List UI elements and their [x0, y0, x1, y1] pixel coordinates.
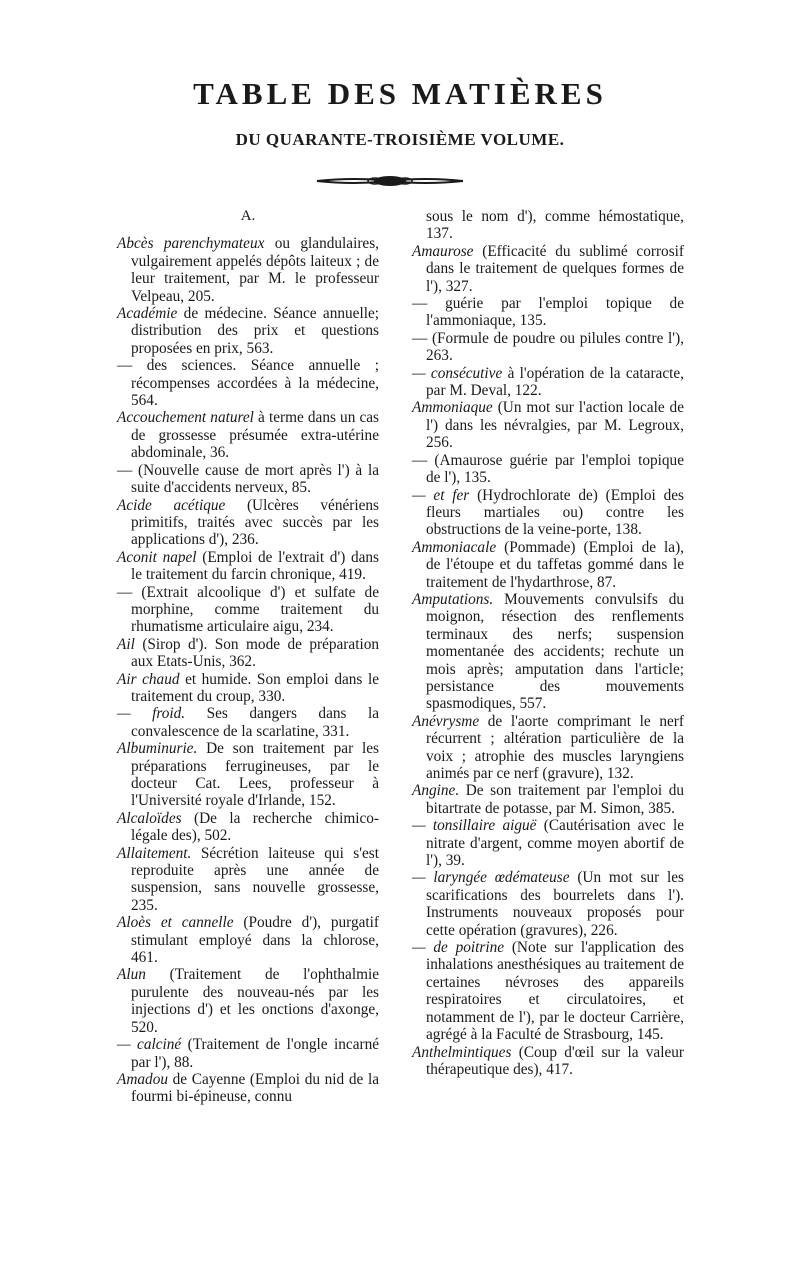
index-entry [117, 549, 379, 584]
index-entry [412, 1044, 684, 1079]
section-letter: A. [240, 208, 256, 224]
right-column [412, 208, 684, 1078]
index-entry [412, 591, 684, 713]
entry-text: — (Extrait alcoolique d') et sulfate de morphine, comme traitement du rhumatisme articulaire aigu, 234. [117, 583, 379, 636]
entry-text: de l'aorte comprimant le nerf récurrent ; altération particulière de la voix ; atrophie des muscles laryngiens animés par ce nerf (gravure), 132. [426, 712, 684, 782]
entry-heading: — tonsillaire aiguë [412, 817, 537, 835]
entry-text: (Pommade) (Emploi de la), de l'étoupe et du taffetas gommé dans le traitement de l'hydarthrose, 87. [426, 538, 684, 591]
index-entry [117, 497, 379, 549]
entry-text: (Un mot sur les scarifications des bourrelets dans l'). Instruments nouveaux proposés pour cette opération (gravures), 226. [426, 869, 684, 939]
entry-text: De son traitement par les préparations ferrugineuses, par le docteur Cat. Lees, professeur à l'Université royale d'Irlande, 152. [131, 740, 379, 810]
entry-text: ou glandulaires, vulgairement appelés dépôts laiteux ; de leur traitement, par M. le professeur Velpeau, 205. [131, 235, 379, 305]
entry-heading: Amputations. [412, 590, 494, 608]
entry-text: (Coup d'œil sur la valeur thérapeutique des), 417. [426, 1043, 685, 1078]
entry-text: (Note sur l'application des inhalations anesthésiques au traitement de certaines névroses des appareils respiratoires et circulatoires, et notamment de l'), par le docteur Carrière, agrégé à la Faculté de Strasbourg, 145. [426, 939, 685, 1044]
entry-text: (Cautérisation avec le nitrate d'argent, comme moyen abortif de l'), 39. [426, 817, 684, 870]
index-entry [412, 243, 684, 295]
ornament-divider [315, 174, 465, 188]
entry-text: (Efficacité du sublimé corrosif dans le traitement de quelques formes de l'), 327. [426, 242, 684, 295]
index-entry [412, 539, 684, 591]
index-entry [117, 584, 379, 636]
index-entry [117, 914, 379, 966]
entry-heading: — et fer [412, 486, 470, 504]
entry-text: — (Formule de poudre ou pilules contre l'), 263. [412, 329, 684, 365]
index-entry [117, 1071, 379, 1106]
entry-heading: Alun [117, 966, 146, 984]
entry-heading: Aconit napel [117, 548, 197, 566]
index-entry [117, 636, 379, 671]
entry-text: Mouvements convulsifs du moignon, résection des renflements terminaux des nerfs; suspension momentanée des accidents; rechute un mois après; amputation dans l'article; persistance des mouvements spasmodiques, 557. [426, 590, 684, 713]
entry-heading: Ammoniaque [412, 399, 493, 417]
index-entry [117, 705, 379, 740]
index-entry [117, 305, 379, 357]
entry-heading: Amadou [117, 1070, 168, 1088]
index-entry [412, 365, 684, 400]
entry-heading: Abcès parenchymateux [117, 235, 265, 253]
entry-text: — (Nouvelle cause de mort après l') à la suite d'accidents nerveux, 85. [117, 461, 379, 497]
entry-continuation: sous le nom d'), comme hémostatique, 137. [426, 208, 684, 243]
entry-text: à terme dans un cas de grossesse présumée extra-utérine abdominale, 36. [131, 409, 379, 462]
index-entry [117, 810, 379, 845]
entry-text: — guérie par l'emploi topique de l'ammoniaque, 135. [412, 295, 684, 330]
entry-text: (Emploi de l'extrait d') dans le traitement du farcin chronique, 419. [131, 548, 379, 584]
entry-text: de médecine. Séance annuelle; distribution des prix et questions proposées en prix, 563. [131, 305, 379, 357]
entry-text: et humide. Son emploi dans le traitement du croup, 330. [131, 670, 379, 705]
index-entry [117, 235, 379, 305]
index-entry [412, 817, 684, 869]
entry-text: (Ulcères vénériens primitifs, traités avec succès par les applications d'), 236. [131, 496, 379, 549]
entry-heading: Anthelmintiques [412, 1043, 512, 1061]
entry-heading: — laryngée œdémateuse [412, 869, 570, 887]
index-entry [412, 295, 684, 330]
entry-heading: Albuminurie. [117, 740, 198, 758]
entry-text: De son traitement par l'emploi du bitartrate de potasse, par M. Simon, 385. [426, 782, 684, 817]
index-entry [117, 1036, 379, 1071]
entry-heading: Allaitement. [117, 844, 192, 862]
index-entry [412, 399, 684, 451]
entry-heading: Acide acétique [117, 496, 226, 514]
index-entry [117, 357, 379, 409]
index-entry [117, 740, 379, 810]
index-entry [412, 782, 684, 817]
entry-heading: Ammoniacale [412, 538, 497, 556]
index-entry [412, 713, 684, 783]
index-entry [117, 845, 379, 915]
entry-text: de Cayenne (Emploi du nid de la fourmi bi-épineuse, connu [131, 1070, 379, 1106]
index-entry [117, 409, 379, 461]
left-column [117, 208, 379, 1106]
index-entry [117, 462, 379, 497]
index-entry [412, 330, 684, 365]
index-entry [412, 452, 684, 487]
index-entry [412, 869, 684, 939]
entry-text: Sécrétion laiteuse qui s'est reproduite après une année de suspension, sans nouvelle grossesse, 235. [131, 844, 379, 914]
entry-heading: Amaurose [412, 242, 474, 260]
entry-heading: Air chaud [117, 670, 180, 688]
entry-text: (De la recherche chimico-légale des), 502. [131, 809, 380, 845]
index-entry [117, 671, 379, 706]
entry-heading: Accouchement naturel [117, 409, 254, 427]
entry-text: — des sciences. Séance annuelle ; récompenses accordées à la médecine, 564. [117, 357, 379, 410]
entry-heading: Angine. [412, 782, 460, 800]
entry-text: (Un mot sur l'action locale de l') dans les névralgies, par M. Legroux, 256. [426, 399, 684, 452]
index-entry [117, 966, 379, 1036]
entry-heading: — froid. [117, 705, 186, 723]
entry-text: (Traitement de l'ophthalmie purulente des nouveau-nés par les injections d') et les onctions d'axonge, 520. [131, 966, 380, 1036]
entry-text: à l'opération de la cataracte, par M. Deval, 122. [426, 364, 684, 400]
page-title: TABLE DES MATIÈRES [193, 76, 607, 111]
entry-heading: Aloès et cannelle [117, 914, 234, 932]
entry-heading: Ail [117, 635, 135, 653]
entry-heading: Anévrysme [412, 712, 480, 730]
entry-text: Ses dangers dans la convalescence de la scarlatine, 331. [131, 705, 379, 740]
entry-text: (Sirop d'). Son mode de préparation aux Etats-Unis, 362. [131, 635, 379, 671]
entry-text: (Poudre d'), purgatif stimulant employé dans la chlorose, 461. [131, 914, 379, 967]
entry-heading: — consécutive [412, 364, 503, 382]
entry-heading: Alcaloïdes [117, 809, 182, 827]
index-entry [412, 487, 684, 539]
index-entry [412, 939, 684, 1043]
entry-text: — (Amaurose guérie par l'emploi topique de l'), 135. [412, 451, 684, 487]
entry-heading: — calciné [117, 1036, 182, 1054]
page-subtitle: DU QUARANTE-TROISIÈME VOLUME. [235, 130, 565, 149]
entry-heading: Académie [117, 305, 178, 323]
entry-text: (Hydrochlorate de) (Emploi des fleurs martiales ou) contre les obstructions de la veine-porte, 138. [426, 486, 684, 539]
entry-text: (Traitement de l'ongle incarné par l'), 88. [131, 1036, 380, 1071]
entry-heading: — de poitrine [412, 939, 505, 957]
